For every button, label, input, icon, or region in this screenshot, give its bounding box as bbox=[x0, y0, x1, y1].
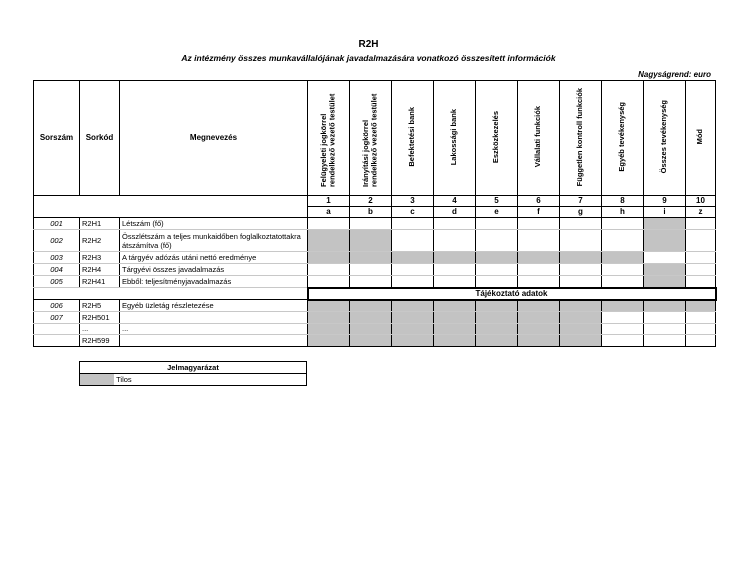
forbidden-cell bbox=[644, 218, 686, 230]
row-code: R2H41 bbox=[80, 276, 120, 288]
data-cell[interactable] bbox=[476, 264, 518, 276]
data-cell[interactable] bbox=[392, 276, 434, 288]
table-row bbox=[34, 335, 716, 347]
header-col-7-label: Független kontroll funkciók bbox=[575, 87, 585, 187]
header-col-5-label: Eszközkezelés bbox=[491, 110, 501, 164]
col-letter-a: a bbox=[308, 207, 350, 218]
data-cell[interactable] bbox=[518, 264, 560, 276]
forbidden-cell bbox=[476, 312, 518, 324]
header-col-10 bbox=[686, 81, 716, 196]
forbidden-cell bbox=[308, 252, 350, 264]
header-col-1 bbox=[308, 81, 350, 196]
col-num-10: 10 bbox=[686, 196, 716, 207]
col-num-1: 1 bbox=[308, 196, 350, 207]
row-name: A tárgyév adózás utáni nettó eredménye bbox=[120, 252, 308, 264]
col-num-7: 7 bbox=[560, 196, 602, 207]
data-cell[interactable] bbox=[686, 312, 716, 324]
forbidden-cell bbox=[644, 300, 686, 312]
row-code: R2H599 bbox=[80, 335, 120, 347]
header-col-9 bbox=[644, 81, 686, 196]
col-num-4: 4 bbox=[434, 196, 476, 207]
forbidden-cell bbox=[434, 312, 476, 324]
form-subtitle: Az intézmény összes munkavállalójának javadalmazására vonatkozó összesített információk bbox=[181, 53, 556, 63]
row-ordinal bbox=[34, 324, 80, 335]
forbidden-cell bbox=[602, 300, 644, 312]
data-cell[interactable] bbox=[434, 230, 476, 252]
col-letter-g: g bbox=[560, 207, 602, 218]
banner-row bbox=[34, 288, 716, 300]
forbidden-cell bbox=[350, 252, 392, 264]
header-col-4 bbox=[434, 81, 476, 196]
row-name: Létszám (fő) bbox=[120, 218, 308, 230]
forbidden-cell bbox=[392, 324, 434, 335]
col-letter-i: i bbox=[644, 207, 686, 218]
header-col-7 bbox=[560, 81, 602, 196]
data-cell[interactable] bbox=[392, 218, 434, 230]
data-cell[interactable] bbox=[518, 218, 560, 230]
header-col-4-label: Lakossági bank bbox=[449, 108, 459, 166]
table-row bbox=[34, 324, 716, 335]
col-letter-c: c bbox=[392, 207, 434, 218]
data-cell[interactable] bbox=[518, 230, 560, 252]
row-name bbox=[120, 312, 308, 324]
col-letter-e: e bbox=[476, 207, 518, 218]
forbidden-cell bbox=[560, 300, 602, 312]
forbidden-cell bbox=[308, 312, 350, 324]
data-cell[interactable] bbox=[644, 252, 686, 264]
forbidden-cell bbox=[434, 335, 476, 347]
header-col-6 bbox=[518, 81, 560, 196]
row-ordinal: 006 bbox=[34, 300, 80, 312]
row-name: Tárgyévi összes javadalmazás bbox=[120, 264, 308, 276]
row-code: R2H5 bbox=[80, 300, 120, 312]
forbidden-cell bbox=[308, 324, 350, 335]
col-letter-h: h bbox=[602, 207, 644, 218]
data-cell[interactable] bbox=[308, 218, 350, 230]
data-cell[interactable] bbox=[308, 276, 350, 288]
forbidden-cell bbox=[560, 324, 602, 335]
header-col-8 bbox=[602, 81, 644, 196]
column-number-row bbox=[34, 196, 716, 207]
row-name: ... bbox=[120, 324, 308, 335]
data-cell[interactable] bbox=[686, 252, 716, 264]
form-code: R2H bbox=[358, 39, 379, 50]
forbidden-cell bbox=[308, 300, 350, 312]
row-ordinal: 007 bbox=[34, 312, 80, 324]
forbidden-cell bbox=[392, 252, 434, 264]
data-cell[interactable] bbox=[560, 276, 602, 288]
forbidden-cell bbox=[518, 312, 560, 324]
row-name: Összlétszám a teljes munkaidőben foglalkoztatottakra átszámítva (fő) bbox=[120, 230, 308, 252]
header-megnevezes: Megnevezés bbox=[120, 81, 308, 196]
data-cell[interactable] bbox=[350, 276, 392, 288]
row-code: R2H3 bbox=[80, 252, 120, 264]
data-cell[interactable] bbox=[686, 324, 716, 335]
data-cell[interactable] bbox=[644, 312, 686, 324]
report-table bbox=[33, 80, 717, 347]
header-row bbox=[34, 81, 716, 196]
number-row-spacer bbox=[34, 196, 308, 207]
unit-label: Nagyságrend: euro bbox=[638, 70, 711, 79]
data-cell[interactable] bbox=[602, 324, 644, 335]
forbidden-cell bbox=[434, 324, 476, 335]
header-sorkod: Sorkód bbox=[80, 81, 120, 196]
forbidden-cell bbox=[308, 230, 350, 252]
row-ordinal: 001 bbox=[34, 218, 80, 230]
row-code: ... bbox=[80, 324, 120, 335]
col-num-9: 9 bbox=[644, 196, 686, 207]
row-name: Ebből: teljesítményjavadalmazás bbox=[120, 276, 308, 288]
data-cell[interactable] bbox=[392, 230, 434, 252]
forbidden-cell bbox=[560, 335, 602, 347]
data-cell[interactable] bbox=[560, 218, 602, 230]
data-cell[interactable] bbox=[560, 264, 602, 276]
data-cell[interactable] bbox=[602, 312, 644, 324]
col-letter-d: d bbox=[434, 207, 476, 218]
row-code: R2H2 bbox=[80, 230, 120, 252]
forbidden-cell bbox=[392, 312, 434, 324]
table-row bbox=[34, 276, 716, 288]
table-row bbox=[34, 252, 716, 264]
header-sorszam: Sorszám bbox=[34, 81, 80, 196]
header-col-10-label: Mód bbox=[695, 129, 705, 145]
forbidden-cell bbox=[518, 252, 560, 264]
forbidden-cell bbox=[518, 300, 560, 312]
col-num-2: 2 bbox=[350, 196, 392, 207]
data-cell[interactable] bbox=[476, 230, 518, 252]
header-col-6-label: Vállalati funkciók bbox=[533, 106, 543, 168]
forbidden-cell bbox=[644, 230, 686, 252]
row-name: Egyéb üzletág részletezése bbox=[120, 300, 308, 312]
forbidden-cell bbox=[518, 335, 560, 347]
forbidden-cell bbox=[518, 324, 560, 335]
row-code: R2H1 bbox=[80, 218, 120, 230]
forbidden-cell bbox=[476, 324, 518, 335]
legend-table bbox=[79, 361, 307, 386]
forbidden-cell bbox=[602, 252, 644, 264]
col-letter-z: z bbox=[686, 207, 716, 218]
forbidden-swatch bbox=[80, 374, 114, 385]
legend-title: Jelmagyarázat bbox=[80, 362, 307, 374]
forbidden-cell bbox=[560, 312, 602, 324]
row-ordinal: 004 bbox=[34, 264, 80, 276]
data-cell[interactable] bbox=[602, 230, 644, 252]
forbidden-cell bbox=[350, 335, 392, 347]
info-data-banner: Tájékoztató adatok bbox=[308, 288, 716, 300]
forbidden-cell bbox=[560, 252, 602, 264]
forbidden-cell bbox=[476, 252, 518, 264]
data-cell[interactable] bbox=[518, 276, 560, 288]
forbidden-cell bbox=[434, 252, 476, 264]
data-cell[interactable] bbox=[644, 335, 686, 347]
row-code: R2H4 bbox=[80, 264, 120, 276]
data-cell[interactable] bbox=[476, 276, 518, 288]
column-letter-row bbox=[34, 207, 716, 218]
table-row bbox=[34, 218, 716, 230]
letter-row-spacer bbox=[34, 207, 308, 218]
header-col-3 bbox=[392, 81, 434, 196]
row-ordinal: 005 bbox=[34, 276, 80, 288]
col-num-5: 5 bbox=[476, 196, 518, 207]
data-cell[interactable] bbox=[602, 335, 644, 347]
table-row bbox=[34, 312, 716, 324]
row-name bbox=[120, 335, 308, 347]
forbidden-cell bbox=[644, 276, 686, 288]
data-cell[interactable] bbox=[686, 335, 716, 347]
legend-item bbox=[80, 374, 307, 386]
forbidden-cell bbox=[350, 324, 392, 335]
forbidden-cell bbox=[434, 300, 476, 312]
forbidden-cell bbox=[644, 264, 686, 276]
data-cell[interactable] bbox=[350, 264, 392, 276]
data-cell[interactable] bbox=[434, 218, 476, 230]
header-col-5 bbox=[476, 81, 518, 196]
data-cell[interactable] bbox=[602, 264, 644, 276]
forbidden-cell bbox=[350, 312, 392, 324]
data-cell[interactable] bbox=[392, 264, 434, 276]
banner-spacer bbox=[80, 288, 120, 300]
data-cell[interactable] bbox=[686, 218, 716, 230]
data-cell[interactable] bbox=[476, 218, 518, 230]
forbidden-cell bbox=[392, 335, 434, 347]
data-cell[interactable] bbox=[644, 324, 686, 335]
forbidden-cell bbox=[308, 335, 350, 347]
data-cell[interactable] bbox=[308, 264, 350, 276]
header-col-1-label: Felügyeleti jogkörrel rendelkező vezető testület bbox=[319, 93, 337, 187]
forbidden-cell bbox=[476, 335, 518, 347]
forbidden-cell bbox=[350, 300, 392, 312]
col-num-6: 6 bbox=[518, 196, 560, 207]
header-col-2 bbox=[350, 81, 392, 196]
col-num-3: 3 bbox=[392, 196, 434, 207]
table-row bbox=[34, 230, 716, 252]
forbidden-cell bbox=[392, 300, 434, 312]
row-ordinal bbox=[34, 335, 80, 347]
data-cell[interactable] bbox=[434, 264, 476, 276]
data-cell[interactable] bbox=[350, 218, 392, 230]
header-col-2-label: Irányítási jogkörrel rendelkező vezető testület bbox=[361, 93, 379, 187]
data-cell[interactable] bbox=[602, 218, 644, 230]
col-letter-b: b bbox=[350, 207, 392, 218]
data-cell[interactable] bbox=[602, 276, 644, 288]
row-ordinal: 003 bbox=[34, 252, 80, 264]
data-cell[interactable] bbox=[434, 276, 476, 288]
col-letter-f: f bbox=[518, 207, 560, 218]
data-cell[interactable] bbox=[686, 264, 716, 276]
forbidden-cell bbox=[476, 300, 518, 312]
banner-spacer bbox=[120, 288, 308, 300]
banner-spacer bbox=[34, 288, 80, 300]
row-ordinal: 002 bbox=[34, 230, 80, 252]
col-num-8: 8 bbox=[602, 196, 644, 207]
header-col-3-label: Befektetési bank bbox=[407, 107, 417, 167]
table-row bbox=[34, 300, 716, 312]
forbidden-cell bbox=[686, 300, 716, 312]
data-cell[interactable] bbox=[686, 230, 716, 252]
header-col-9-label: Összes tevékenység bbox=[659, 100, 669, 174]
row-code: R2H501 bbox=[80, 312, 120, 324]
data-cell[interactable] bbox=[686, 276, 716, 288]
forbidden-cell bbox=[350, 230, 392, 252]
data-cell[interactable] bbox=[560, 230, 602, 252]
legend-item-label: Tilos bbox=[116, 375, 132, 384]
header-col-8-label: Egyéb tevékenység bbox=[617, 102, 627, 172]
table-row bbox=[34, 264, 716, 276]
